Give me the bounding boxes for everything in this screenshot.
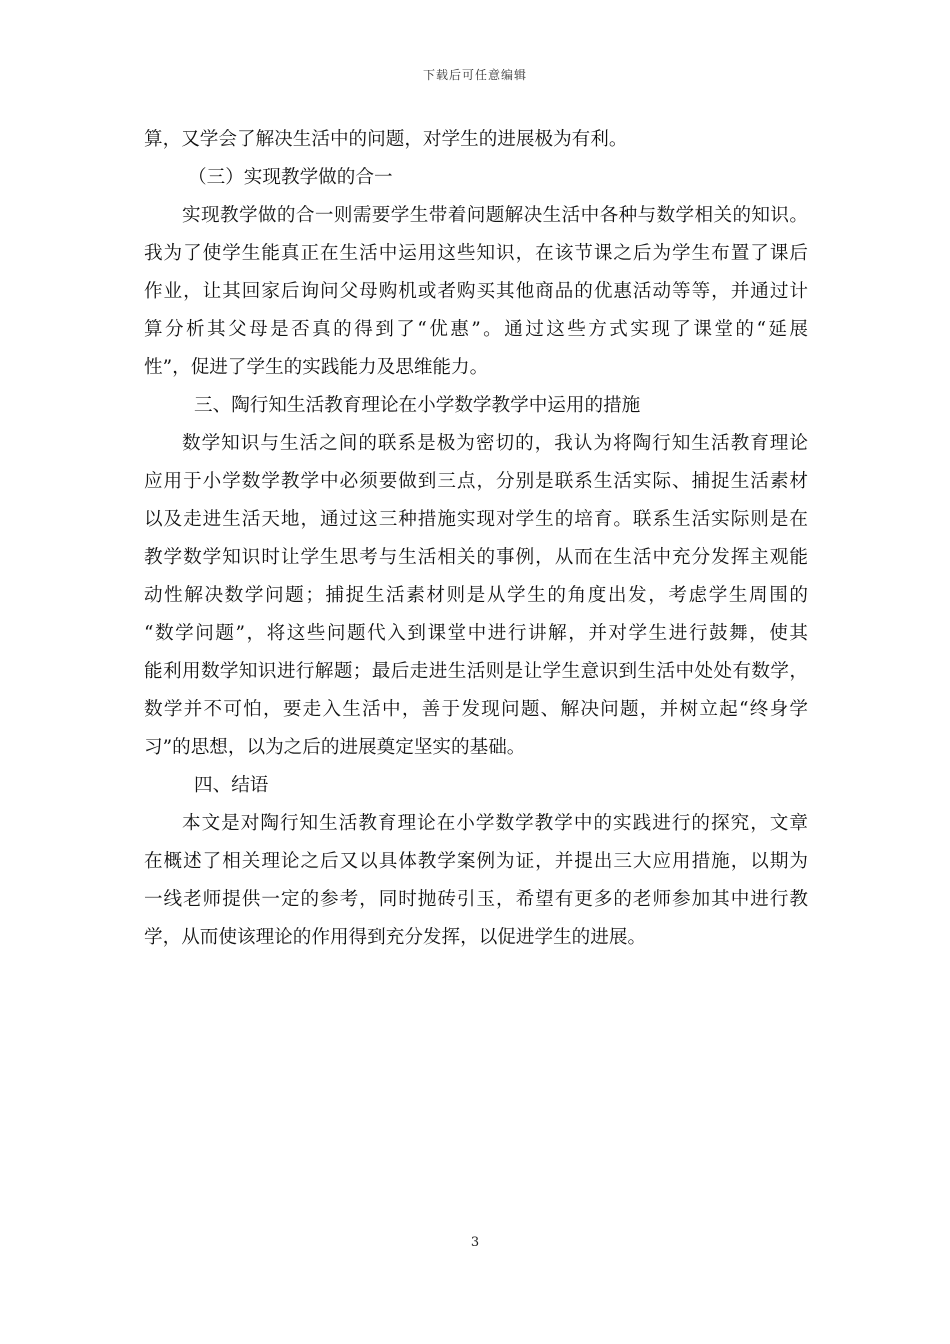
paragraph-line: 本文是对陶行知生活教育理论在小学数学教学中的实践进行的探究，文章 <box>182 813 808 834</box>
paragraph-line: 性”，促进了学生的实践能力及思维能力。 <box>144 357 489 378</box>
section-heading: 四、结语 <box>194 775 269 796</box>
page-header: 下载后可任意编辑 <box>422 68 527 82</box>
paragraph-line: 算，又学会了解决生活中的问题，对学生的进展极为有利。 <box>144 129 628 150</box>
section-heading: 三、陶行知生活教育理论在小学数学教学中运用的措施 <box>194 395 641 416</box>
paragraph-line: 算分析其父母是否真的得到了“优惠”。通过这些方式实现了课堂的“延展 <box>144 319 808 340</box>
paragraph-line: 习”的思想，以为之后的进展奠定坚实的基础。 <box>144 737 526 758</box>
subsection-heading: （三）实现教学做的合一 <box>188 167 393 188</box>
paragraph-line: 一线老师提供一定的参考，同时抛砖引玉，希望有更多的老师参加其中进行教 <box>144 889 808 910</box>
paragraph-line: 动性解决数学问题；捕捉生活素材则是从学生的角度出发，考虑学生周围的 <box>144 585 808 606</box>
paragraph-line: 数学知识与生活之间的联系是极为密切的，我认为将陶行知生活教育理论 <box>182 433 808 454</box>
document-body <box>144 121 808 957</box>
paragraph-line: 数学并不可怕，要走入生活中，善于发现问题、解决问题，并树立起“终身学 <box>144 699 808 720</box>
paragraph-line: 实现教学做的合一则需要学生带着问题解决生活中各种与数学相关的知识。 <box>182 205 808 226</box>
paragraph-line: 应用于小学数学教学中必须要做到三点，分别是联系生活实际、捕捉生活素材 <box>144 471 808 492</box>
paragraph-line: 能利用数学知识进行解题；最后走进生活则是让学生意识到生活中处处有数学， <box>144 661 808 682</box>
paragraph-line: 在概述了相关理论之后又以具体教学案例为证，并提出三大应用措施，以期为 <box>144 851 808 872</box>
paragraph-line: “数学问题”，将这些问题代入到课堂中进行讲解，并对学生进行鼓舞，使其 <box>144 623 808 644</box>
page-number: 3 <box>470 1235 480 1250</box>
paragraph-line: 作业，让其回家后询问父母购机或者购买其他商品的优惠活动等等，并通过计 <box>144 281 808 302</box>
paragraph-line: 我为了使学生能真正在生活中运用这些知识，在该节课之后为学生布置了课后 <box>144 243 808 264</box>
paragraph-line: 教学数学知识时让学生思考与生活相关的事例，从而在生活中充分发挥主观能 <box>144 547 808 568</box>
paragraph-line: 以及走进生活天地，通过这三种措施实现对学生的培育。联系生活实际则是在 <box>144 509 808 530</box>
paragraph-line: 学，从而使该理论的作用得到充分发挥，以促进学生的进展。 <box>144 927 647 948</box>
